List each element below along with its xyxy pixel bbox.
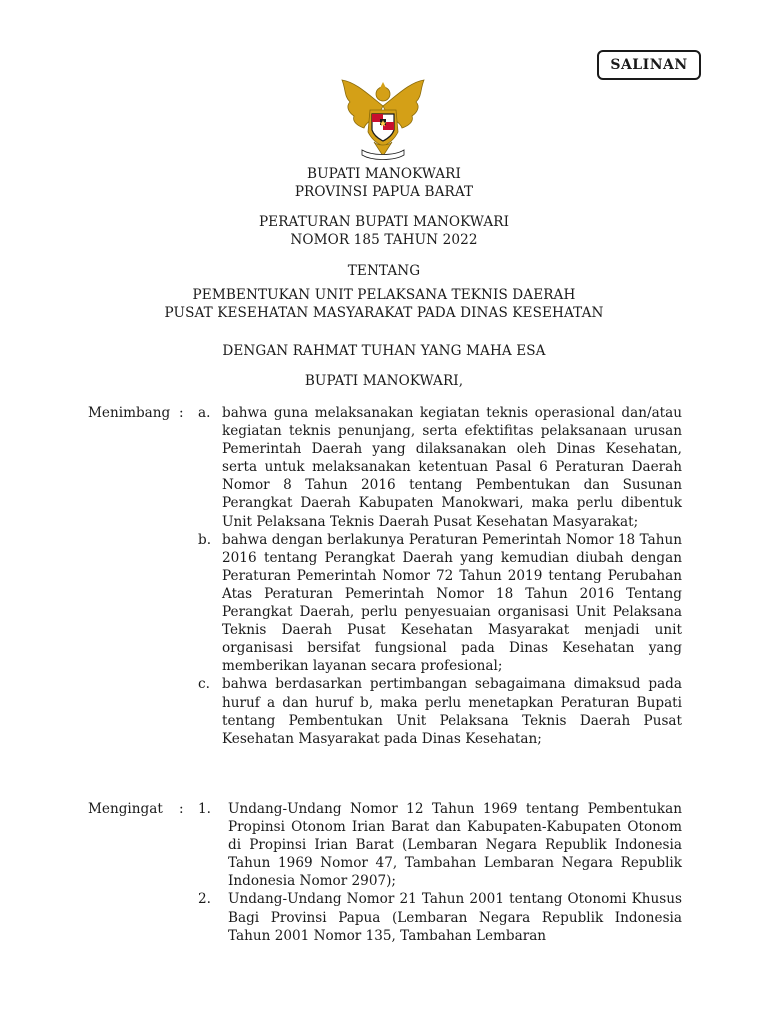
item-marker: b. [198,531,212,548]
mengingat-label: Mengingat [88,801,163,817]
tentang-label: TENTANG [347,263,421,279]
item-marker: c. [198,676,210,693]
regulation-title: PERATURAN BUPATI MANOKWARI [258,214,510,230]
item-marker: 2. [198,891,211,908]
subject-block [0,287,768,322]
item-text: bahwa dengan berlakunya Peraturan Pemerintah Nomor 18 Tahun 2016 tentang Perangkat Daerah yang kemudian diubah dengan Peraturan Pemerintah Nomor 72 Tahun 2019 tentang Perubahan Atas Peraturan Pemerintah Nomor 18 Tahun 2016 Tentang Perangkat Daerah, perlu penyesuaian organisasi Unit Pelaksana Teknis Daerah Pusat Kesehatan Masyarakat menjadi unit organisasi bersifat fungsional pada Dinas Kesehatan yang memberikan layanan secara profesional; [222,531,682,675]
issuer-block [0,166,768,201]
regent-line [0,373,768,391]
item-marker: 1. [198,801,211,817]
menimbang-item-a [198,404,682,531]
item-text: bahwa guna melaksanakan kegiatan teknis operasional dan/atau kegiatan teknis penunjang, serta efektifitas pelaksanaan urusan Pemerintah Daerah yang dilaksanakan oleh Dinas Kesehatan, serta untuk melaksanakan ketentuan Pasal 6 Peraturan Daerah Nomor 8 Tahun 2016 tentang Pembentukan dan Susunan Perangkat Daerah Kabupaten Manokwari, maka perlu dibentuk Unit Pelaksana Teknis Daerah Pusat Kesehatan Masyarakat; [222,405,682,530]
salinan-stamp: SALINAN [597,50,701,80]
menimbang-label: Menimbang [88,405,171,421]
subject-line-1: PEMBENTUKAN UNIT PELAKSANA TEKNIS DAERAH [192,287,576,303]
item-text: Undang-Undang Nomor 21 Tahun 2001 tentang Otonomi Khusus Bagi Provinsi Papua (Lembaran Negara Republik Indonesia Tahun 2001 Nomor 135, Tambahan Lembaran [228,891,682,944]
menimbang-list [198,404,682,748]
mengingat-item-2 [198,890,682,944]
regent-text: BUPATI MANOKWARI, [304,373,464,389]
issuer-province: PROVINSI PAPUA BARAT [294,183,474,200]
item-text: Undang-Undang Nomor 12 Tahun 1969 tentang Pembentukan Propinsi Otonom Irian Barat dan Kabupaten-Kabupaten Otonom di Propinsi Irian Barat (Lembaran Negara Republik Indonesia Tahun 1969 Nomor 47, Tambahan Lembaran Negara Republik Indonesia Nomor 2907); [228,801,682,890]
menimbang-item-b [198,531,682,676]
mengingat-item-1 [198,800,682,890]
blessing-text: DENGAN RAHMAT TUHAN YANG MAHA ESA [222,343,546,359]
garuda-pancasila-emblem-icon [334,76,432,162]
menimbang-colon: : [179,405,184,421]
subject-line-2: PUSAT KESEHATAN MASYARAKAT PADA DINAS KESEHATAN [164,304,604,321]
issuer-title: BUPATI MANOKWARI [307,166,461,182]
mengingat-list [198,800,682,945]
mengingat-colon: : [179,801,184,817]
regulation-title-block [0,214,768,249]
item-marker: a. [198,405,211,421]
blessing-line [0,343,768,361]
tentang-heading [0,263,768,281]
menimbang-item-c [198,675,682,747]
item-text: bahwa berdasarkan pertimbangan sebagaimana dimaksud pada huruf a dan huruf b, maka perlu menetapkan Peraturan Bupati tentang Pembentukan Unit Pelaksana Teknis Daerah Pusat Kesehatan Masyarakat pada Dinas Kesehatan; [222,676,682,747]
regulation-number: NOMOR 185 TAHUN 2022 [290,231,478,248]
